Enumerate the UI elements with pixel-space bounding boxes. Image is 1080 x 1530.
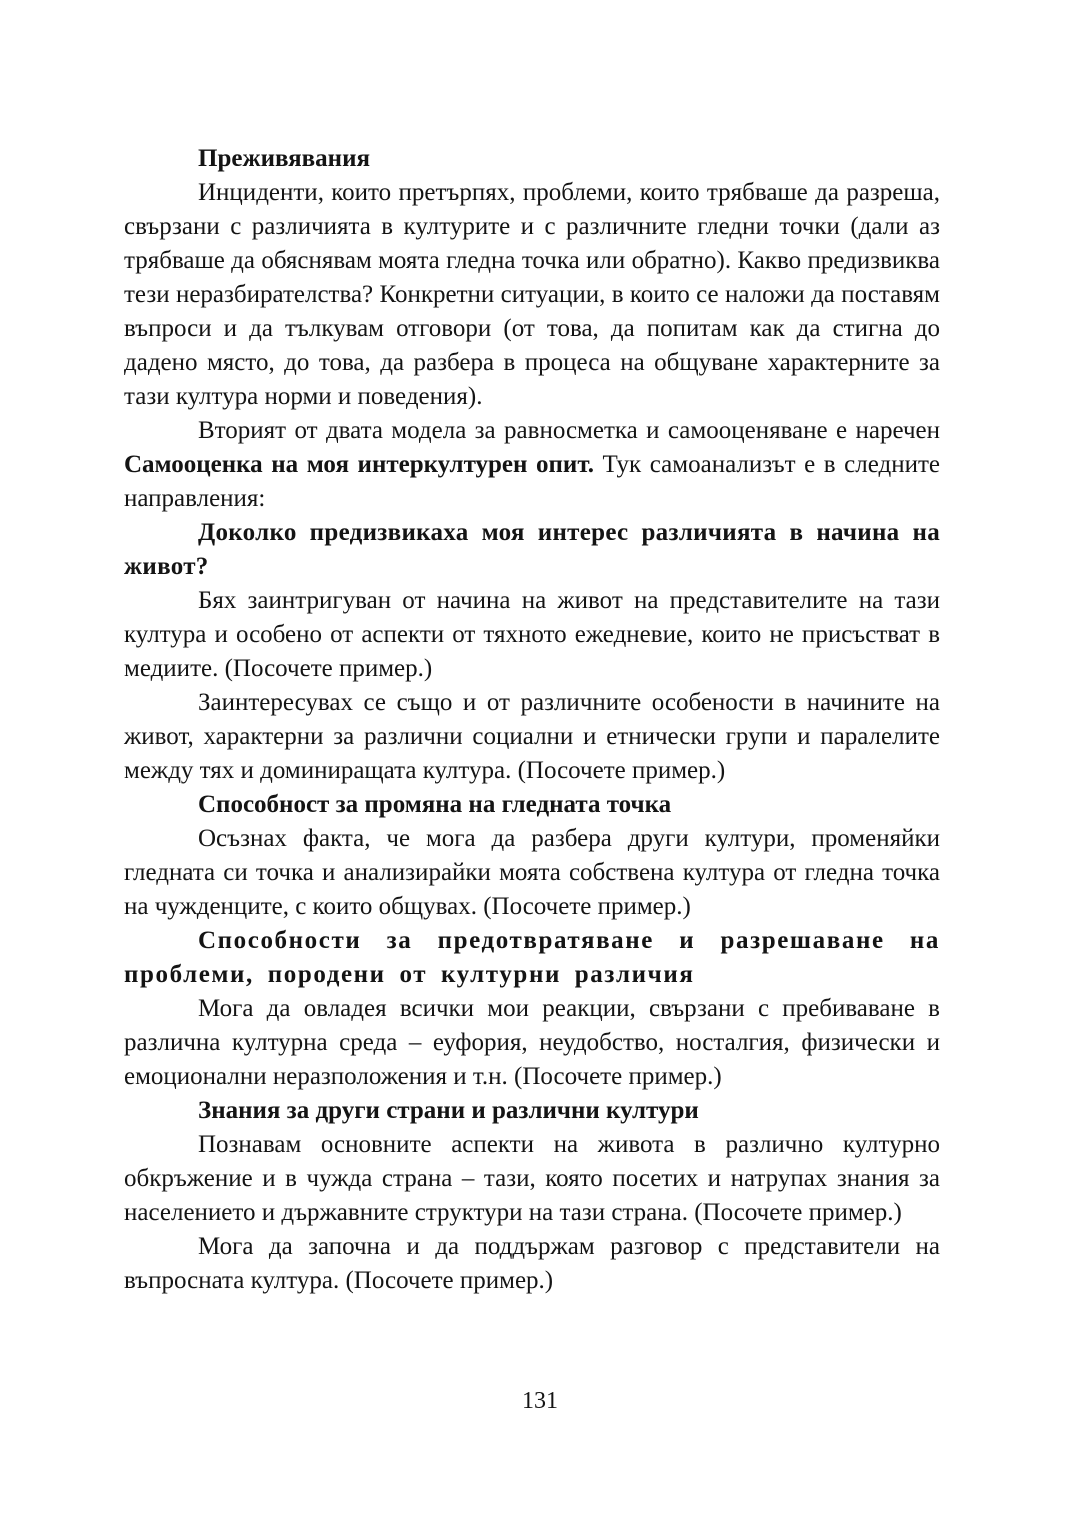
- paragraph-realized: Осъзнах факта, че мога да разбера други култури, променяйки гледната си точка и анализирайки моята собствена култура от гледна точка на чужденците, с които общувах. (Посочете пример.): [124, 825, 940, 920]
- paragraph-second-model-before: Вторият от двата модела за равносметка и самооценяване е наречен: [198, 417, 940, 444]
- heading-prevention: Способности за предотвратяване и разрешаване на проблеми, породени от културни различия: [124, 927, 940, 988]
- paragraph-second-model-bold: Самооценка на моя интеркултурен опит.: [124, 451, 594, 478]
- heading-experiences: Преживявания: [198, 145, 371, 172]
- paragraph-master: Мога да овладея всички мои реакции, свързани с пребиваване в различна културна среда – еуфория, неудобство, носталгия, физически и емоционални неразположения и т.н. (Посочете пример.): [124, 995, 940, 1090]
- paragraph-intrigued: Бях заинтригуван от начина на живот на представителите на тази култура и особено от аспекти от тяхното ежедневие, които не присъстват в медиите. (Посочете пример.): [124, 587, 940, 682]
- page-body: [124, 142, 940, 1298]
- page-number: 131: [522, 1388, 558, 1414]
- heading-knowledge: Знания за други страни и различни култури: [198, 1097, 699, 1124]
- heading-viewpoint: Способност за промяна на гледната точка: [198, 791, 672, 818]
- paragraph-second-model: [124, 414, 940, 516]
- paragraph-second-model-after: Тук самоанализът е в следните направления:: [124, 451, 940, 512]
- paragraph-know: Познавам основните аспекти на живота в различно културно обкръжение и в чужда страна – тази, която посетих и натрупах знания за населението и държавните структури на тази страна. (Посочете пример.): [124, 1131, 940, 1226]
- paragraph-conversation: Мога да започна и да поддържам разговор с представители на въпросната култура. (Посочете пример.): [124, 1233, 940, 1294]
- heading-interest: Доколко предизвикаха моя интерес различията в начина на живот?: [124, 519, 940, 580]
- paragraph-interested: Заинтересувах се също и от различните особености в начините на живот, характерни за различни социални и етнически групи и паралелите между тях и доминиращата култура. (Посочете пример.): [124, 689, 940, 784]
- paragraph-incidents: Инциденти, които претърпях, проблеми, които трябваше да разреша, свързани с различията в културите и с различните гледни точки (дали аз трябваше да обяснявам моята гледна точка или обратно). Какво предизвиква тези неразбирателства? Конкретни ситуации, в които се наложи да поставям въпроси и да тълкувам отговори (от това, да попитам как да стигна до дадено място, до това, да разбера в процеса на общуване характерните за тази култура норми и поведения).: [124, 179, 940, 410]
